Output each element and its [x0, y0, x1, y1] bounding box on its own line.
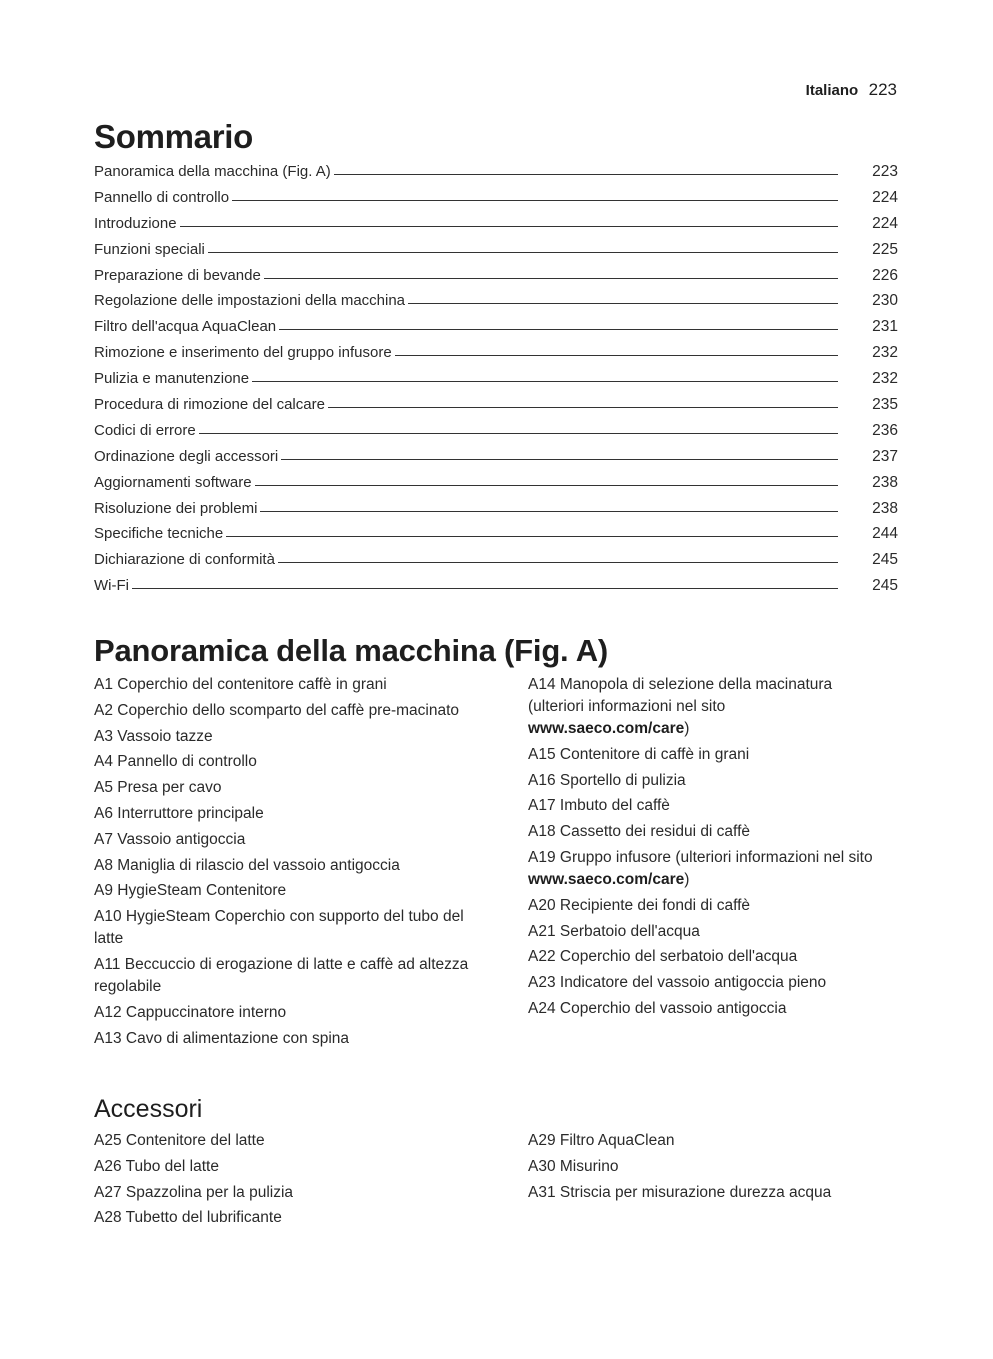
overview-item-text: A18 Cassetto dei residui di caffè: [528, 823, 751, 841]
toc-leader-line: [395, 355, 838, 356]
overview-item: [94, 906, 474, 950]
overview-item: [528, 847, 888, 891]
toc-entry-label: Procedura di rimozione del calcare: [94, 396, 325, 414]
overview-item: [528, 972, 888, 994]
toc-entry[interactable]: [94, 448, 898, 474]
accessory-item: [94, 1130, 474, 1152]
overview-item-text: A6 Interruttore principale: [94, 804, 264, 822]
toc-leader-line: [408, 303, 838, 304]
toc-entry-page: 224: [872, 188, 898, 206]
accessories-list-right: [528, 1130, 888, 1207]
overview-item: [528, 895, 888, 917]
toc-leader-line: [132, 588, 838, 589]
toc-leader-line: [226, 536, 838, 537]
toc-entry-page: 230: [872, 292, 898, 310]
toc-entry-label: Introduzione: [94, 214, 177, 232]
toc-title: Sommario: [94, 118, 253, 155]
overview-title: Panoramica della macchina (Fig. A): [94, 633, 609, 668]
toc-entry[interactable]: [94, 551, 898, 577]
accessory-item: [528, 1130, 888, 1152]
overview-item-text: A10 HygieSteam Coperchio con supporto del tubo del latte: [94, 908, 464, 948]
overview-item-text: A21 Serbatoio dell'acqua: [528, 922, 700, 940]
toc-entry-page: 225: [872, 240, 898, 258]
toc-entry-page: 231: [872, 318, 898, 336]
overview-item: [94, 855, 474, 877]
toc-entry[interactable]: [94, 241, 898, 267]
toc-entry-label: Pannello di controllo: [94, 188, 230, 206]
toc-entry-label: Wi-Fi: [94, 577, 129, 595]
overview-item: [94, 700, 474, 722]
website-link[interactable]: www.saeco.com/care: [528, 870, 685, 888]
toc-entry-page: 235: [872, 396, 898, 414]
toc-leader-line: [208, 252, 838, 253]
accessory-item-text: A31 Striscia per misurazione durezza acqua: [528, 1183, 832, 1201]
overview-item-text: A22 Coperchio del serbatoio dell'acqua: [528, 948, 798, 966]
toc-entry-page: 224: [872, 214, 898, 232]
overview-item: [94, 803, 474, 825]
toc-entry-label: Panoramica della macchina (Fig. A): [94, 163, 331, 180]
overview-item-text: A2 Coperchio dello scomparto del caffè pre-macinato: [94, 701, 460, 719]
page-number: 223: [868, 80, 897, 99]
toc-entry[interactable]: [94, 267, 898, 293]
closing-paren: ): [684, 720, 690, 737]
overview-item-text: A7 Vassoio antigoccia: [94, 830, 246, 848]
overview-item: [528, 795, 888, 817]
overview-item-text: A15 Contenitore di caffè in grani: [528, 745, 750, 763]
overview-item-text: A23 Indicatore del vassoio antigoccia pieno: [528, 974, 827, 992]
toc-entry-label: Ordinazione degli accessori: [94, 447, 279, 465]
overview-item-text: A5 Presa per cavo: [94, 779, 222, 797]
toc-entry-page: 245: [872, 551, 898, 569]
toc-leader-line: [252, 381, 838, 382]
overview-item-text: A1 Coperchio del contenitore caffè in grani: [94, 676, 387, 693]
overview-item: [528, 998, 888, 1020]
overview-item-text: A3 Vassoio tazze: [94, 727, 213, 745]
overview-item: [528, 946, 888, 968]
accessory-item: [528, 1156, 888, 1178]
accessory-item-text: A25 Contenitore del latte: [94, 1132, 265, 1149]
overview-item: [528, 921, 888, 943]
toc-leader-line: [334, 174, 838, 175]
website-link[interactable]: www.saeco.com/care: [528, 720, 685, 737]
accessory-item-text: A28 Tubetto del lubrificante: [94, 1209, 282, 1227]
overview-item-text: A4 Pannello di controllo: [94, 753, 257, 771]
accessory-item: [528, 1182, 888, 1204]
accessory-item-text: A27 Spazzolina per la pulizia: [94, 1183, 294, 1201]
accessory-item: [94, 1182, 474, 1204]
overview-item-text: A17 Imbuto del caffè: [528, 797, 670, 815]
overview-item: [94, 954, 474, 998]
toc-entry-page: 245: [872, 577, 898, 595]
toc-entry-page: 226: [872, 266, 898, 284]
toc-leader-line: [260, 511, 838, 512]
overview-item-text: A12 Cappuccinatore interno: [94, 1003, 287, 1021]
overview-item: [528, 770, 888, 792]
toc-entry-label: Pulizia e manutenzione: [94, 370, 250, 388]
toc-entry-label: Funzioni speciali: [94, 240, 205, 258]
toc-entry[interactable]: [94, 396, 898, 422]
overview-item: [94, 1002, 474, 1024]
toc-entry-page: 237: [872, 447, 898, 465]
toc-entry[interactable]: [94, 500, 898, 526]
overview-item: [528, 821, 888, 843]
overview-item-text: A11 Beccuccio di erogazione di latte e caffè ad altezza regolabile: [94, 955, 469, 995]
toc-entry-page: 223: [872, 163, 898, 180]
overview-item-text: A24 Coperchio del vassoio antigoccia: [528, 999, 787, 1017]
page-header: [806, 80, 897, 100]
toc-entry-label: Regolazione delle impostazioni della macchina: [94, 292, 406, 310]
overview-item-text: A16 Sportello di pulizia: [528, 771, 686, 789]
language-label: Italiano: [805, 82, 859, 99]
overview-item-text: A9 HygieSteam Contenitore: [94, 882, 287, 900]
toc-entry-label: Rimozione e inserimento del gruppo infusore: [94, 344, 392, 362]
overview-item-text: A13 Cavo di alimentazione con spina: [94, 1029, 350, 1047]
toc-entry-label: Filtro dell'acqua AquaClean: [94, 318, 277, 336]
table-of-contents: [94, 163, 898, 603]
toc-entry[interactable]: [94, 318, 898, 344]
toc-entry[interactable]: [94, 370, 898, 396]
toc-leader-line: [180, 226, 838, 227]
overview-item: [528, 744, 888, 766]
overview-item-text: A8 Maniglia di rilascio del vassoio antigoccia: [94, 856, 400, 874]
toc-entry-page: 232: [872, 370, 898, 388]
toc-entry-label: Risoluzione dei problemi: [94, 499, 258, 517]
overview-list-right: [528, 674, 888, 1024]
toc-entry-page: 232: [872, 344, 898, 362]
overview-list-left: [94, 674, 474, 1053]
accessory-item: [94, 1207, 474, 1229]
overview-item-text: A14 Manopola di selezione della macinatura (ulteriori informazioni nel sito: [528, 676, 833, 715]
accessories-list-left: [94, 1130, 474, 1233]
overview-item-text: A19 Gruppo infusore (ulteriori informazioni nel sito: [528, 848, 873, 866]
toc-entry-page: 236: [872, 421, 898, 439]
toc-entry[interactable]: [94, 292, 898, 318]
toc-entry-page: 238: [872, 473, 898, 491]
overview-item: [94, 829, 474, 851]
toc-entry[interactable]: [94, 215, 898, 241]
toc-entry-page: 238: [872, 499, 898, 517]
toc-leader-line: [264, 278, 838, 279]
toc-leader-line: [255, 485, 838, 486]
toc-entry[interactable]: [94, 344, 898, 370]
accessory-item: [94, 1156, 474, 1178]
overview-item: [94, 674, 474, 696]
toc-entry-label: Dichiarazione di conformità: [94, 551, 275, 569]
accessory-item-text: A30 Misurino: [528, 1157, 619, 1175]
toc-entry[interactable]: [94, 422, 898, 448]
toc-leader-line: [278, 562, 838, 563]
overview-item: [528, 674, 888, 740]
toc-leader-line: [281, 459, 838, 460]
overview-item: [94, 751, 474, 773]
accessory-item-text: A26 Tubo del latte: [94, 1157, 219, 1175]
toc-entry[interactable]: [94, 474, 898, 500]
toc-entry-label: Aggiornamenti software: [94, 473, 252, 491]
overview-item: [94, 777, 474, 799]
toc-entry[interactable]: [94, 577, 898, 603]
toc-entry[interactable]: [94, 525, 898, 551]
closing-paren: ): [684, 870, 690, 888]
toc-entry-label: Preparazione di bevande: [94, 266, 261, 284]
accessories-title: Accessori: [94, 1095, 203, 1123]
toc-leader-line: [232, 200, 838, 201]
overview-item: [94, 726, 474, 748]
toc-entry-label: Codici di errore: [94, 421, 196, 439]
toc-leader-line: [328, 407, 838, 408]
toc-leader-line: [199, 433, 838, 434]
accessory-item-text: A29 Filtro AquaClean: [528, 1132, 675, 1149]
overview-item: [94, 1028, 474, 1050]
overview-item-text: A20 Recipiente dei fondi di caffè: [528, 896, 751, 914]
toc-entry[interactable]: [94, 163, 898, 189]
toc-entry[interactable]: [94, 189, 898, 215]
toc-leader-line: [279, 329, 838, 330]
overview-item: [94, 880, 474, 902]
toc-entry-page: 244: [872, 525, 898, 543]
toc-entry-label: Specifiche tecniche: [94, 525, 224, 543]
